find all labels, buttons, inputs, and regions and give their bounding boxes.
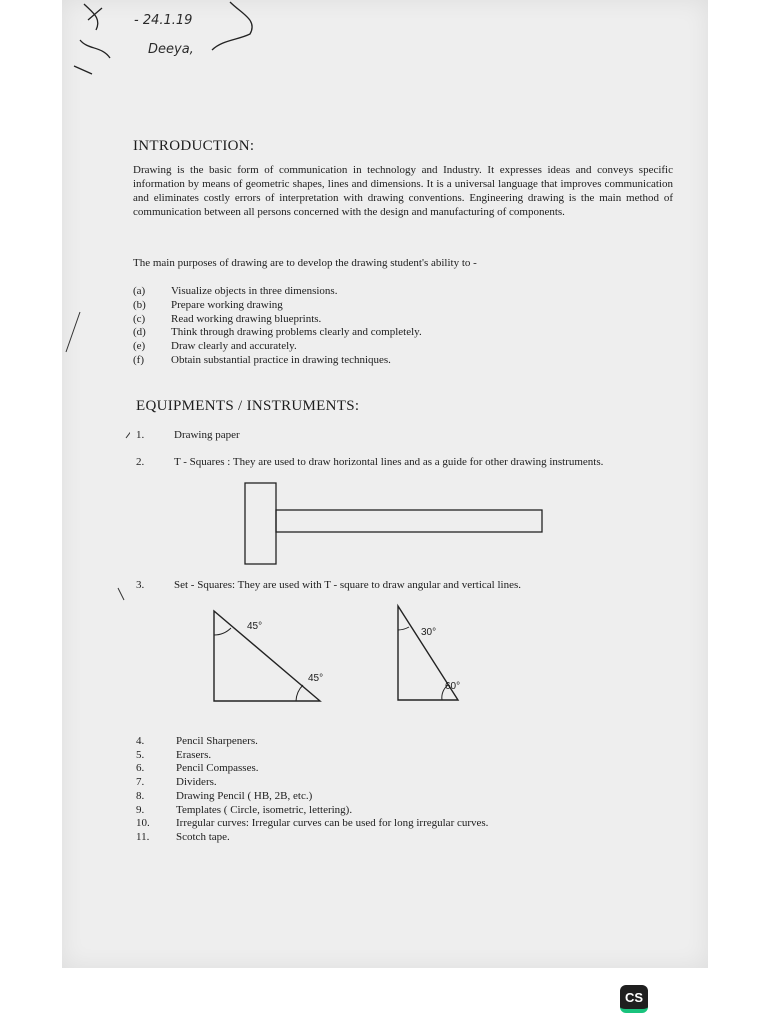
equipment-list [136,735,488,845]
margin-marks [60,300,130,860]
list-item: 9. Templates ( Circle, isometric, lettering). [136,803,353,816]
equipment-item-2: 2. T - Squares : They are used to draw horizontal lines and as a guide for other drawing instruments. [136,456,604,468]
angle-label-30: 30° [421,627,437,638]
list-item: 11. Scotch tape. [136,830,230,843]
angle-label-45-bottom: 45° [308,673,324,684]
introduction-heading: INTRODUCTION: [133,138,255,154]
t-square-diagram [240,480,550,570]
list-item: (e) Draw clearly and accurately. [133,340,297,353]
list-item: (a) Visualize objects in three dimensions. [133,285,338,297]
handwritten-date: - 24.1.19 [134,13,193,28]
list-item: (c) Read working drawing blueprints. [133,312,322,325]
equipments-heading: EQUIPMENTS / INSTRUMENTS: [136,398,360,414]
equipment-item-1: 1. Drawing paper [136,429,240,441]
list-item: (f) Obtain substantial practice in drawing techniques. [133,353,391,366]
introduction-paragraph: Drawing is the basic form of communication in technology and Industry. It expresses ideas and conveys specific information by means of geometric shapes, lines and dimensions. It is a universal language that improves communication and eliminates costly errors of interpretation with drawing conventions. Engineering drawing is the main method of communication between all persons concerned with the design and manufacturing of components. [133,164,673,218]
list-item: (d) Think through drawing problems clearly and completely. [133,326,422,339]
equipment-item-3: 3. Set - Squares: They are used with T - square to draw angular and vertical lines. [136,579,522,591]
list-item: 8. Drawing Pencil ( HB, 2B, etc.) [136,789,313,802]
list-item: 4. Pencil Sharpeners. [136,735,258,747]
set-square-45-diagram [208,605,333,707]
handwritten-note: Deeya, [148,42,194,57]
camscanner-logo: CS [620,985,648,1013]
list-item: (b) Prepare working drawing [133,298,283,311]
list-item: 10. Irregular curves: Irregular curves can be used for long irregular curves. [136,817,489,830]
list-item: 5. Erasers. [136,748,212,761]
angle-label-60: 60° [445,681,461,692]
list-item: 6. Pencil Compasses. [136,762,259,775]
angle-label-45-top: 45° [247,621,263,632]
purposes-intro: The main purposes of drawing are to develop the drawing student's ability to - [133,257,477,269]
list-item: 7. Dividers. [136,776,217,789]
purposes-list [133,285,422,368]
